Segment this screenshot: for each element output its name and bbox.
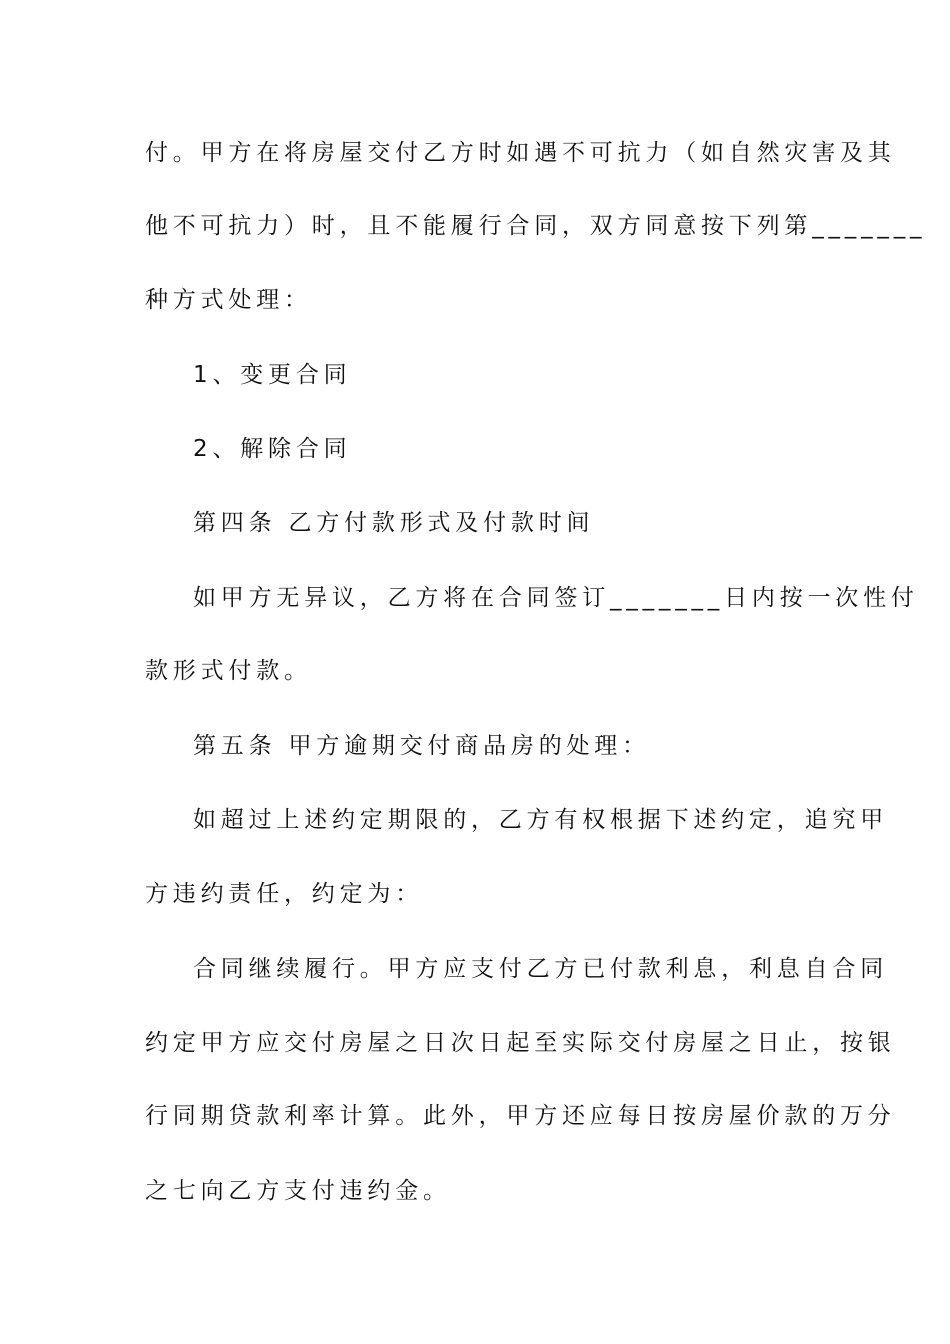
section-heading-article-5: 第五条 甲方逾期交付商品房的处理：: [193, 733, 650, 759]
text-line-payment-2: 款形式付款。: [145, 658, 312, 684]
text-line-overdue-2: 方违约责任，约定为：: [145, 881, 423, 907]
text-line-interest-3: 行同期贷款利率计算。此外，甲方还应每日按房屋价款的万分: [145, 1103, 896, 1129]
text-line-interest-2: 约定甲方应交付房屋之日次日起至实际交付房屋之日止，按银: [145, 1030, 896, 1056]
text-line-overdue-1: 如超过上述约定期限的，乙方有权根据下述约定，追究甲: [193, 807, 888, 833]
list-item-terminate-contract: 2、解除合同: [193, 436, 352, 462]
text-line-interest-1: 合同继续履行。甲方应支付乙方已付款利息，利息自合同: [193, 956, 888, 982]
list-item-change-contract: 1、变更合同: [193, 362, 352, 388]
text-line-interest-4: 之七向乙方支付违约金。: [145, 1178, 451, 1204]
section-heading-article-4: 第四条 乙方付款形式及付款时间: [193, 510, 595, 536]
text-line-force-majeure-2: 他不可抗力）时，且不能履行合同，双方同意按下列第_______: [145, 213, 927, 239]
text-line-force-majeure-3: 种方式处理：: [145, 287, 312, 313]
text-line-force-majeure-1: 付。甲方在将房屋交付乙方时如遇不可抗力（如自然灾害及其: [145, 140, 896, 166]
text-line-payment-1: 如甲方无异议，乙方将在合同签订_______日内按一次性付: [193, 585, 919, 611]
